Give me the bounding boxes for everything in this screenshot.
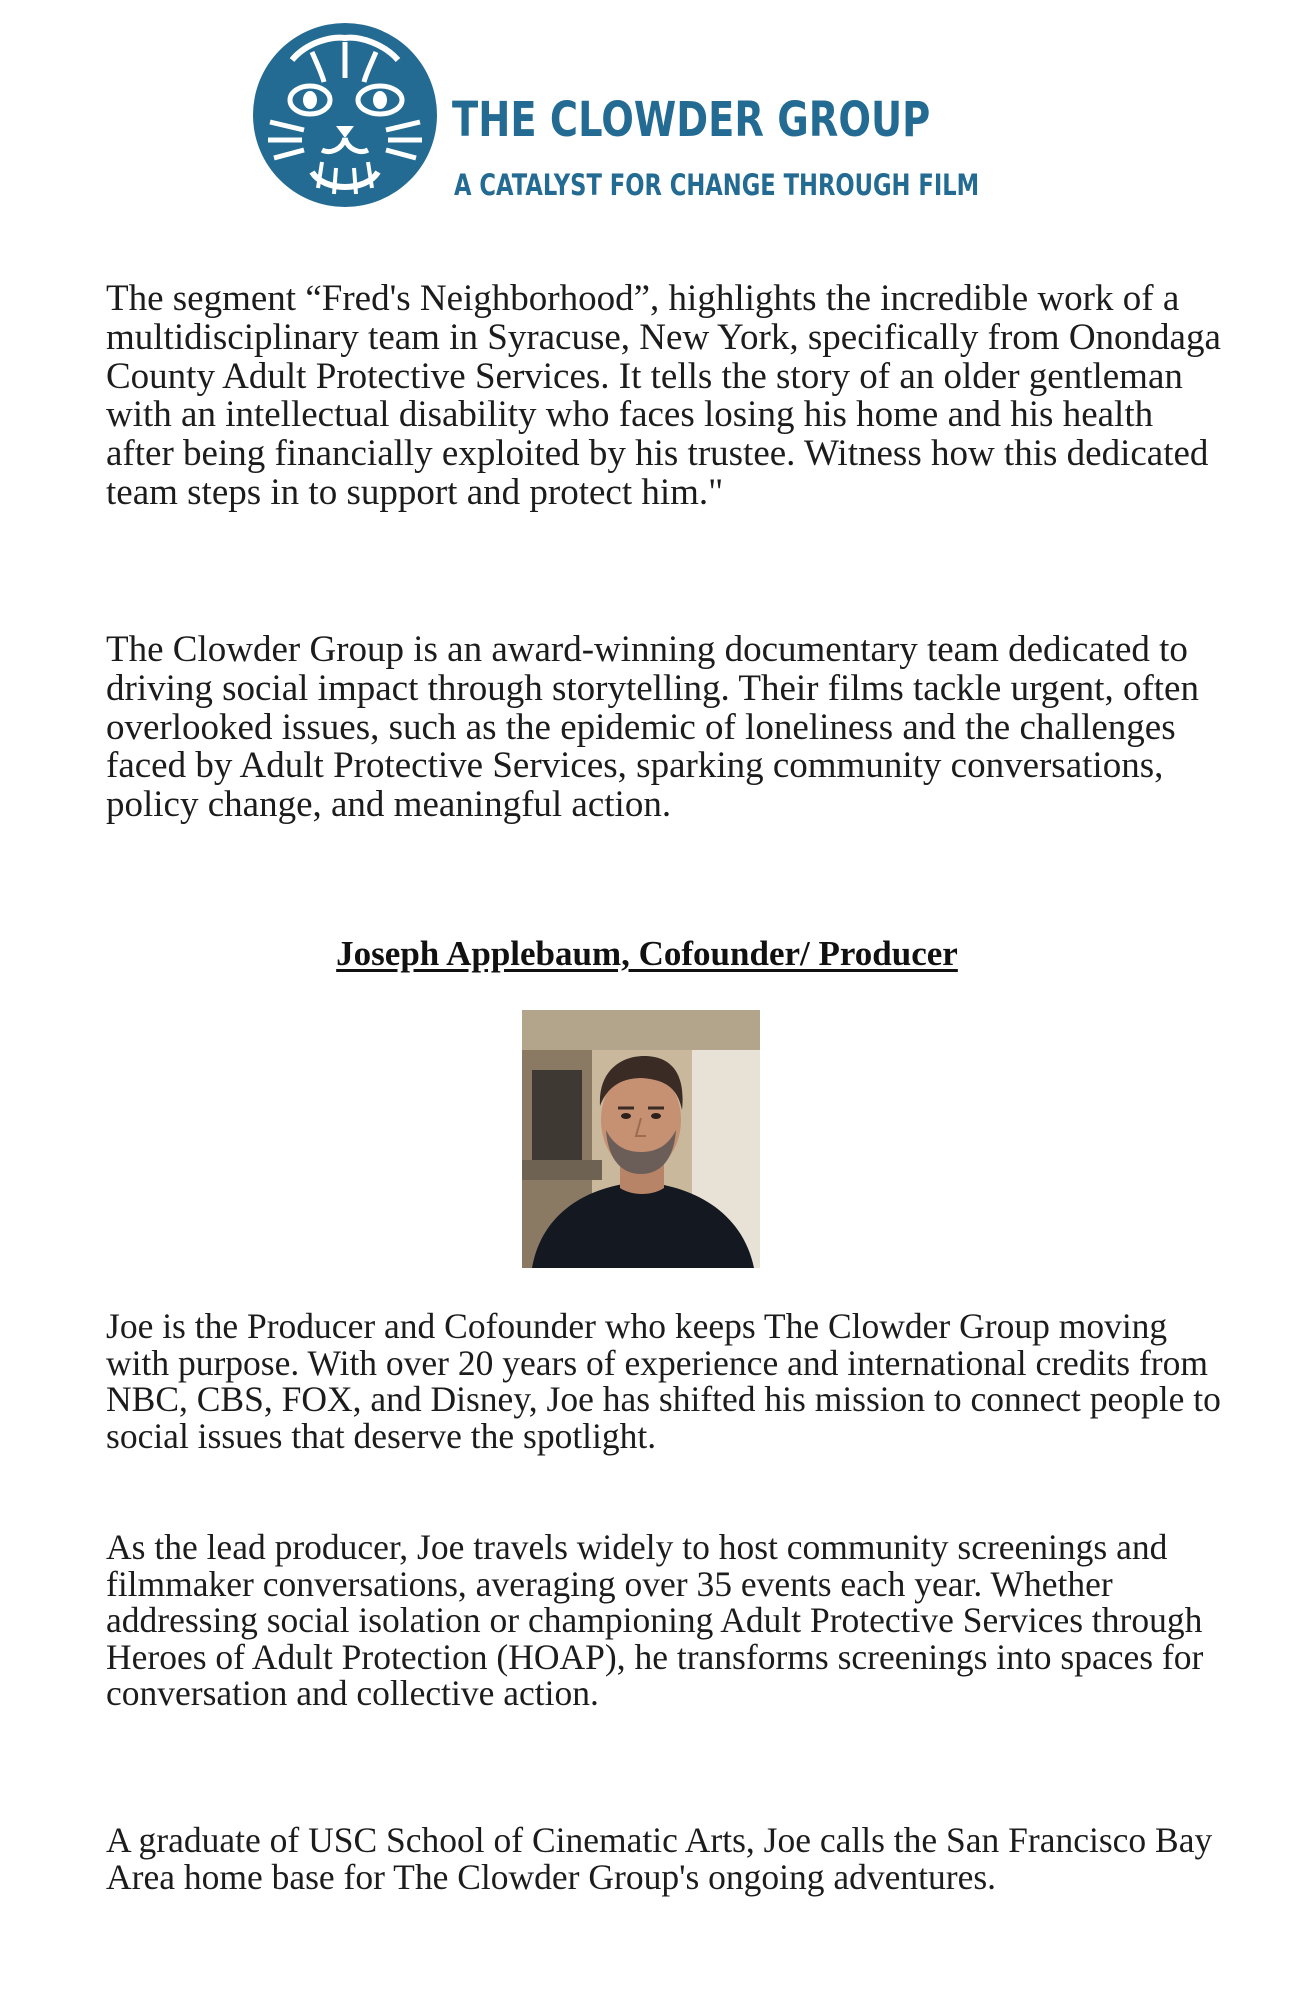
about-paragraph: The Clowder Group is an award-winning documentary team dedicated to driving social impact through storytelling. Their films tackle urgent, often overlooked issues, such as the epidemic of loneliness and the challenges faced by Adult Protective Services, sparking community conversations, policy change, and meaningful action. — [106, 629, 1199, 826]
brand-tagline: A CATALYST FOR CHANGE THROUGH FILM — [454, 168, 980, 202]
portrait-photo — [522, 1010, 760, 1268]
bio-paragraph-3: A graduate of USC School of Cinematic Arts, Joe calls the San Francisco Bay Area home base for The Clowder Group's ongoing adventures. — [106, 1820, 1213, 1897]
bio-paragraph-2: As the lead producer, Joe travels widely to host community screenings and filmmaker conversations, averaging over 35 events each year. Whether addressing social isolation or championing Adult Protective Services through Heroes of Adult Protection (HOAP), he transforms screenings into spaces for conversation and collective action. — [106, 1527, 1204, 1714]
segment-paragraph: The segment “Fred's Neighborhood”, highlights the incredible work of a multidisciplinary team in Syracuse, New York, specifically from Onondaga County Adult Protective Services. It tells the story of an older gentleman with an intellectual disability who faces losing his home and his health after being financially exploited by his trustee. Witness how this dedicated team steps in to support and protect him." — [106, 278, 1221, 513]
bio-heading: Joseph Applebaum, Cofounder/ Producer — [336, 934, 958, 973]
cat-face-logo-icon — [252, 22, 438, 208]
bio-paragraph-1: Joe is the Producer and Cofounder who keeps The Clowder Group moving with purpose. With over 20 years of experience and international credits from NBC, CBS, FOX, and Disney, Joe has shifted his mission to connect people to social issues that deserve the spotlight. — [106, 1306, 1221, 1456]
brand-title: THE CLOWDER GROUP — [452, 92, 931, 148]
brand-header — [252, 20, 1012, 210]
